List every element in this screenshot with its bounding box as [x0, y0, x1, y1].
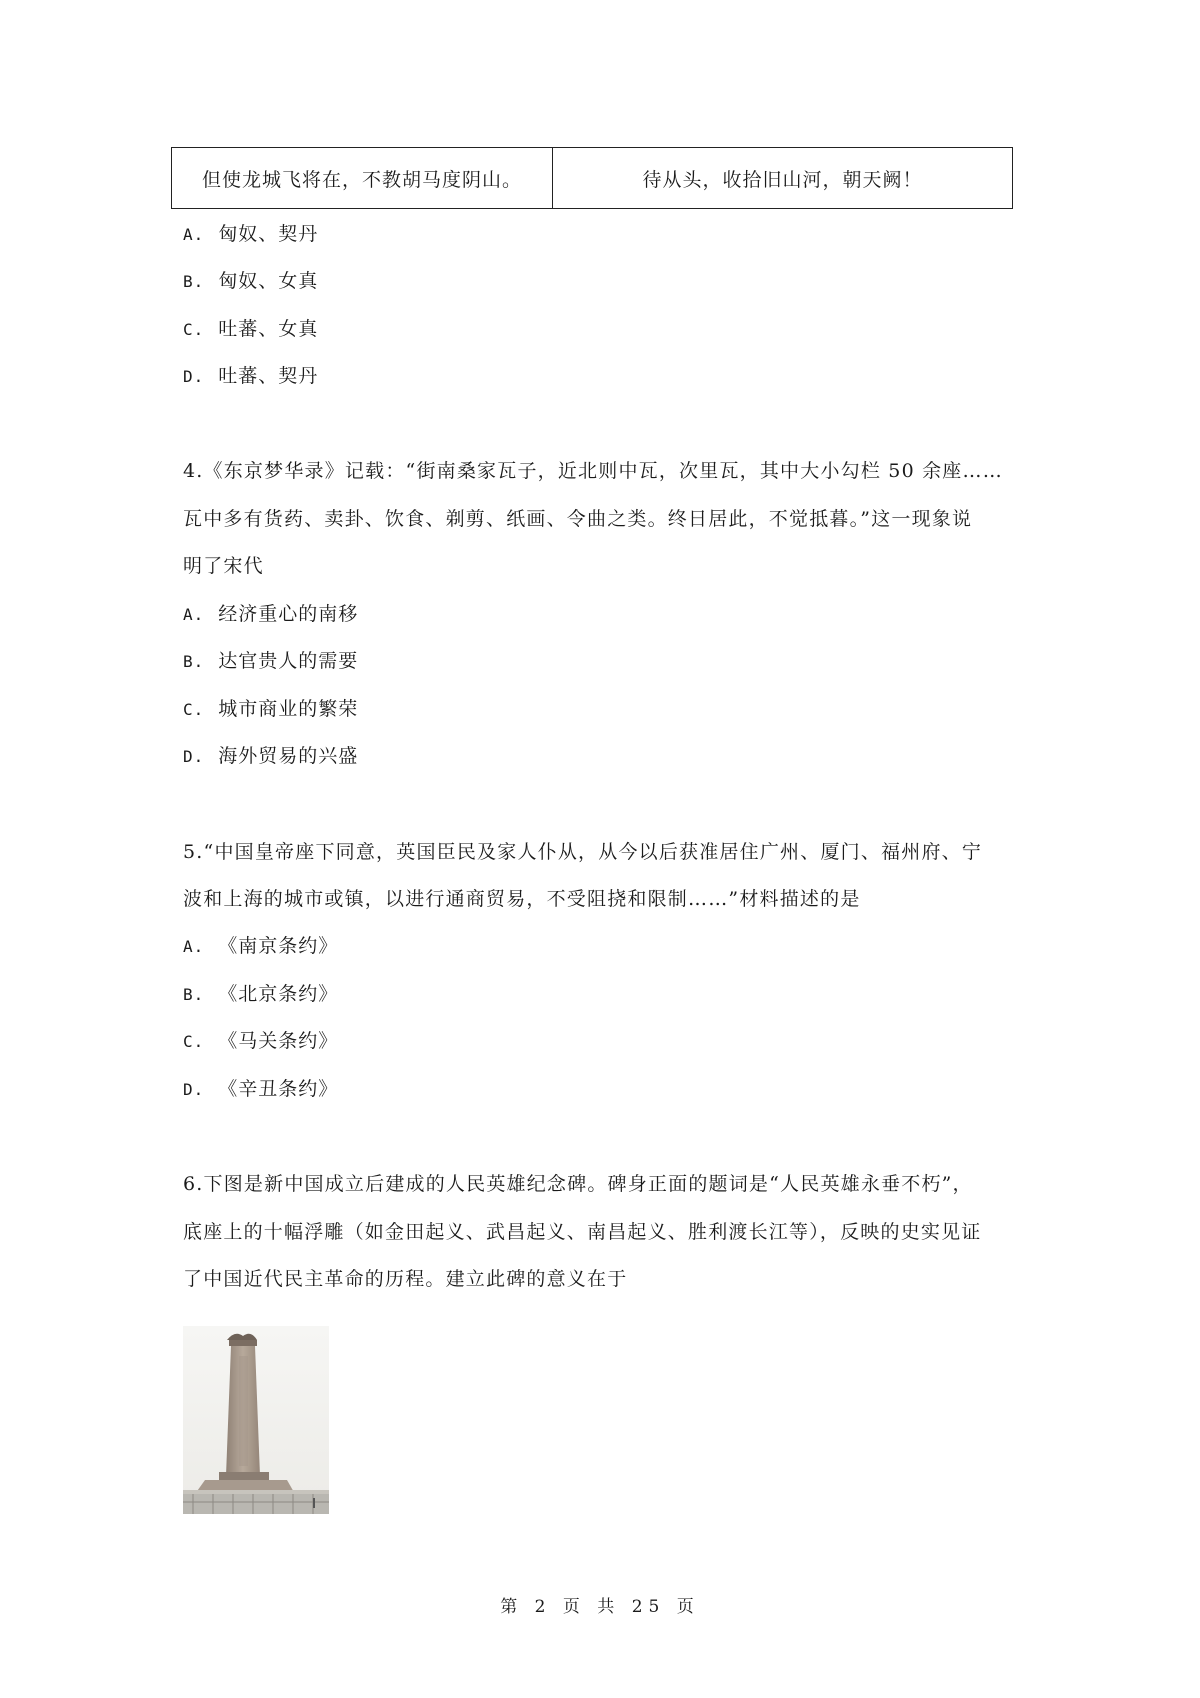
q6-stem-line: 了中国近代民主革命的历程。建立此碑的意义在于: [183, 1268, 628, 1290]
q5-option-a: A. 《南京条约》: [183, 935, 339, 957]
q4-option-c: C. 城市商业的繁荣: [183, 698, 359, 720]
poem-cell-right: 待从头，收拾旧山河，朝天阙！: [642, 168, 923, 191]
poem-cell-left: 但使龙城飞将在，不教胡马度阴山。: [172, 148, 553, 208]
poem-table: [171, 147, 1013, 209]
q3-option-b: B. 匈奴、女真: [183, 270, 319, 292]
q5-option-b: B. 《北京条约》: [183, 983, 339, 1005]
q3-option-d: D. 吐蕃、契丹: [183, 365, 319, 387]
q3-option-a: A. 匈奴、契丹: [183, 223, 319, 245]
q4-option-d: D. 海外贸易的兴盛: [183, 745, 359, 767]
q6-stem-line: 6.下图是新中国成立后建成的人民英雄纪念碑。碑身正面的题词是“人民英雄永垂不朽”，: [183, 1173, 973, 1195]
q5-option-c: C. 《马关条约》: [183, 1030, 339, 1052]
monument-photo: [183, 1326, 329, 1514]
q4-option-a: A. 经济重心的南移: [183, 603, 359, 625]
q4-stem-line: 瓦中多有货药、卖卦、饮食、剃剪、纸画、令曲之类。终日居此，不觉抵暮。”这一现象说: [183, 508, 973, 530]
q3-option-c: C. 吐蕃、女真: [183, 318, 319, 340]
page-number: 第 2 页 共 25 页: [500, 1597, 700, 1617]
q4-stem-line: 4.《东京梦华录》记载：“街南桑家瓦子，近北则中瓦，次里瓦，其中大小勾栏 50 余座……: [183, 460, 1003, 482]
q5-stem-line: 5.“中国皇帝座下同意，英国臣民及家人仆从，从今以后获准居住广州、厦门、福州府、宁: [183, 841, 983, 863]
q6-stem-line: 底座上的十幅浮雕（如金田起义、武昌起义、南昌起义、胜利渡长江等），反映的史实见证: [183, 1221, 982, 1243]
q4-option-b: B. 达官贵人的需要: [183, 650, 359, 672]
q4-stem-line: 明了宋代: [183, 555, 264, 577]
q5-stem-line: 波和上海的城市或镇，以进行通商贸易，不受阻挠和限制……”材料描述的是: [183, 888, 861, 910]
q5-option-d: D. 《辛丑条约》: [183, 1078, 339, 1100]
